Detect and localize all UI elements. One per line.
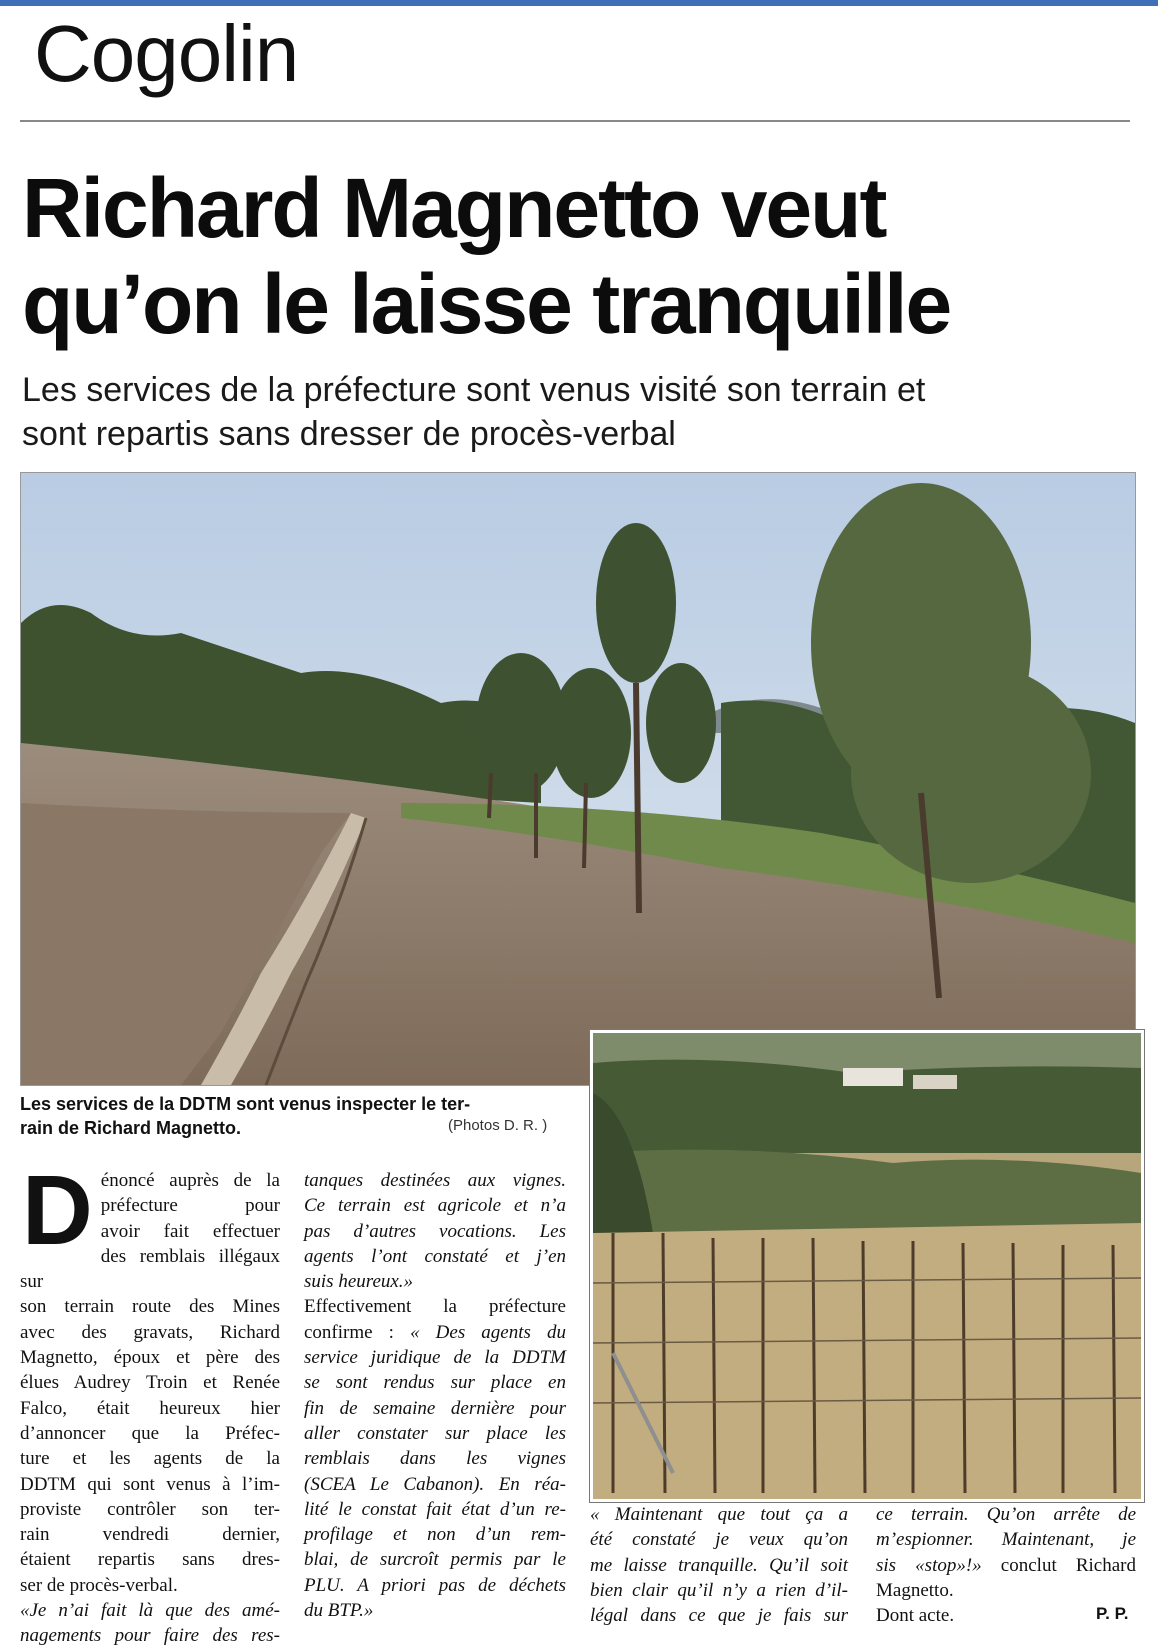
- headline-line-1: Richard Magnetto veut: [22, 161, 886, 255]
- col2-quote-line: profilage et non d’un rem-: [304, 1524, 566, 1546]
- col3-quote-line: été constaté je veux qu’on: [590, 1529, 848, 1551]
- headline: [22, 160, 1132, 352]
- photo-credit: (Photos D. R. ): [448, 1117, 548, 1134]
- col4-quote-end: sis «stop»!»: [876, 1554, 982, 1576]
- col2-line-mixed: [304, 1320, 566, 1345]
- inset-photo: [590, 1030, 1144, 1502]
- subheadline-line-2: sont repartis sans dresser de procès-verbal: [22, 415, 676, 453]
- col2-quote-line: blai, de surcroît permis par le: [304, 1549, 566, 1571]
- article-column-2: [304, 1168, 566, 1623]
- col3-quote-line: « Maintenant que tout ça a: [590, 1504, 848, 1525]
- col2-quote-line: Ce terrain est agricole et n’a: [304, 1195, 566, 1217]
- col1-line: étaient repartis sans dres-: [20, 1549, 280, 1571]
- col2-quote-line: lité le constat fait état d’un re-: [304, 1498, 566, 1520]
- col2-quote-line: aller constater sur place les: [304, 1422, 566, 1444]
- col1-quote-line: «Je n’ai fait là que des amé-: [20, 1600, 280, 1622]
- col1-line: élues Audrey Troin et Renée: [20, 1372, 280, 1394]
- col2-quote-line: agents l’ont constaté et j’en: [304, 1245, 566, 1267]
- col1-line: Magnetto, époux et père des: [20, 1347, 280, 1369]
- col2-quote-line: se sont rendus sur place en: [304, 1372, 566, 1394]
- col3-quote-line: me laisse tranquille. Qu’il soit: [590, 1554, 848, 1576]
- author-signature: P. P.: [1096, 1604, 1129, 1623]
- col4-quote-line: m’espionner. Maintenant, je: [876, 1529, 1136, 1551]
- col1-line: DDTM qui sont venus à l’im-: [20, 1473, 280, 1495]
- col4-line-mixed: [876, 1553, 1136, 1578]
- col3-quote-line: légal dans ce que je fais sur: [590, 1605, 848, 1627]
- col1-line: rain vendredi dernier,: [20, 1524, 280, 1546]
- col3-quote-line: bien clair qu’il n’y a rien d’il-: [590, 1579, 848, 1601]
- col1-line: Falco, était heureux hier: [20, 1397, 280, 1419]
- col4-line: Dont acte.: [876, 1605, 955, 1627]
- col1-line: ser de procès-verbal.: [20, 1574, 178, 1596]
- headline-line-2: qu’on le laisse tranquille: [22, 257, 951, 351]
- col4-line: Magnetto.: [876, 1579, 954, 1601]
- col2-quote-line: du BTP.»: [304, 1600, 374, 1622]
- field-olive-trees-image: [21, 473, 1135, 1085]
- col2-quote-line: service juridique de la DDTM: [304, 1347, 566, 1369]
- col2-quote-line: PLU. A priori pas de déchets: [304, 1574, 566, 1596]
- col2-quote-line: tanques destinées aux vignes.: [304, 1170, 566, 1191]
- col2-line: Effectivement la préfecture: [304, 1296, 566, 1318]
- vineyard-image: [593, 1033, 1141, 1499]
- col1-line: avec des gravats, Richard: [20, 1321, 280, 1343]
- caption-line-2: rain de Richard Magnetto.: [20, 1118, 242, 1138]
- col2-quote-start: « Des agents du: [410, 1321, 567, 1343]
- col1-line: ture et les agents de la: [20, 1448, 280, 1470]
- section-divider: [20, 120, 1130, 122]
- section-rubric: Cogolin: [34, 9, 299, 98]
- col1-line: énoncé auprès de la: [100, 1170, 280, 1191]
- col1-line: des remblais illégaux sur: [20, 1245, 280, 1293]
- col1-quote-line: nagements pour faire des res-: [20, 1625, 280, 1647]
- col1-line: son terrain route des Mines: [20, 1296, 280, 1318]
- col1-line: proviste contrôler son ter-: [20, 1498, 280, 1520]
- main-photo: [20, 472, 1136, 1086]
- col4-quote-line: ce terrain. Qu’on arrête de: [876, 1504, 1136, 1525]
- col1-line: avoir fait effectuer: [100, 1220, 280, 1242]
- caption-line-1: Les services de la DDTM sont venus inspecter le ter-: [20, 1094, 471, 1114]
- col2-quote-line: suis heureux.»: [304, 1271, 414, 1293]
- col2-quote-line: fin de semaine dernière pour: [304, 1397, 566, 1419]
- col1-line: préfecture pour: [100, 1195, 280, 1217]
- col1-line: d’annoncer que la Préfec-: [20, 1422, 280, 1444]
- top-accent-rule: [0, 0, 1158, 6]
- col2-confirm-text: confirme :: [304, 1321, 411, 1343]
- col2-quote-line: pas d’autres vocations. Les: [304, 1220, 566, 1242]
- article-column-1: [20, 1155, 280, 1649]
- col2-quote-line: remblais dans les vignes: [304, 1448, 566, 1470]
- drop-cap: D: [22, 1155, 93, 1265]
- article-column-3: [590, 1502, 848, 1628]
- col2-quote-line: (SCEA Le Cabanon). En réa-: [304, 1473, 566, 1495]
- subheadline-line-1: Les services de la préfecture sont venus visité son terrain et: [22, 371, 926, 409]
- col4-conclusion: conclut Richard: [981, 1554, 1136, 1576]
- subheadline: [22, 368, 1122, 456]
